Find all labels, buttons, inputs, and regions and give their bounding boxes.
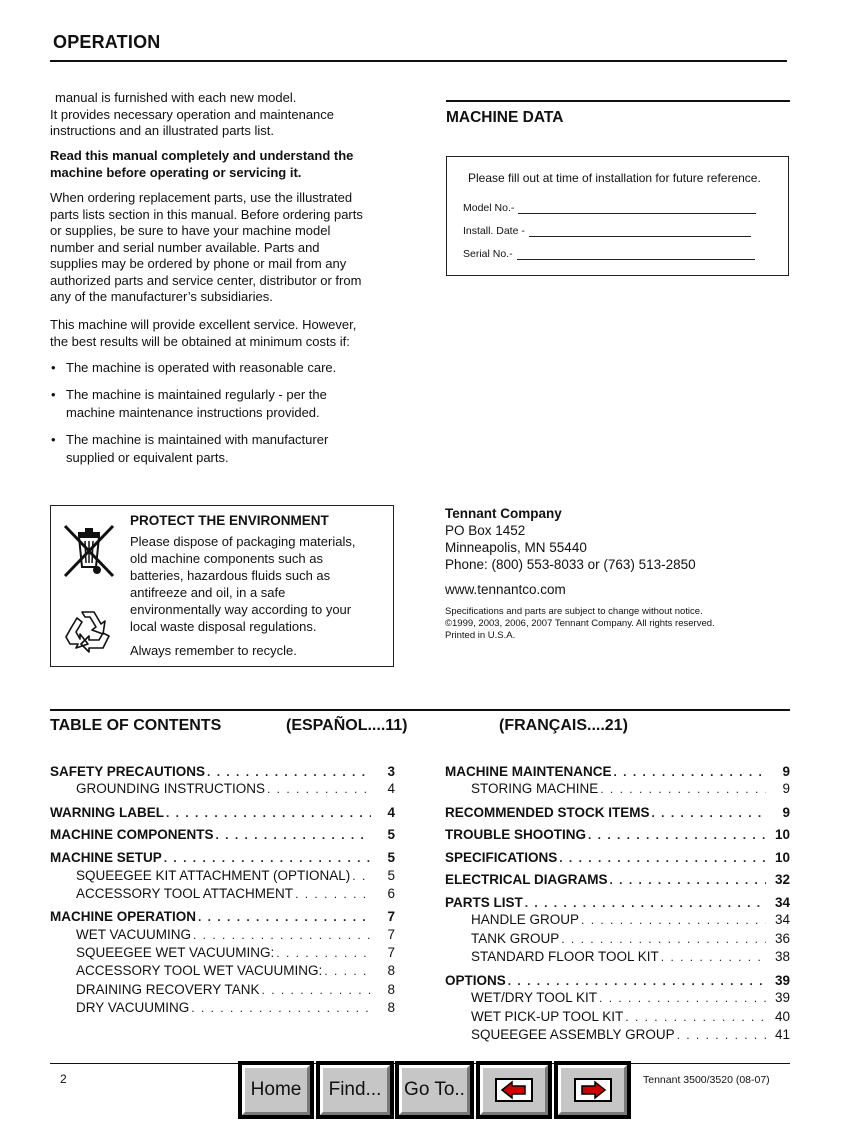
home-button[interactable]: Home — [238, 1061, 314, 1119]
list-item: • The machine is maintained regularly - per the machine maintenance instructions provided. — [50, 386, 390, 422]
toc-entry-page: 40 — [774, 1009, 790, 1024]
toc-entry-page: 5 — [387, 868, 395, 883]
toc-entry-title: MACHINE SETUP — [50, 850, 162, 865]
toc-title: TABLE OF CONTENTS — [50, 717, 222, 734]
toc-leader-dots — [276, 946, 371, 960]
list-item: • The machine is operated with reasonable care. — [50, 359, 390, 377]
toc-entry-page: 7 — [387, 927, 395, 942]
toc-entry-title: ELECTRICAL DIAGRAMS — [445, 872, 608, 887]
toc-entry-page: 3 — [387, 764, 395, 779]
toc-entry[interactable] — [76, 1000, 395, 1015]
legal-notice: Specifications and parts are subject to change without notice. ©1999, 2003, 2006, 2007 Tennant Company. All rights reserved. Printed in U.S.A. — [445, 606, 715, 641]
toc-leader-dots — [559, 851, 766, 865]
toc-entry-title: HANDLE GROUP — [471, 912, 580, 927]
toc-entry-title: STORING MACHINE — [471, 781, 599, 796]
toc-entry-title: WET VACUUMING — [76, 927, 192, 942]
previous-page-button[interactable] — [476, 1061, 552, 1119]
toc-entry-page: 7 — [387, 909, 395, 924]
toc-entry[interactable] — [76, 963, 395, 978]
toc-entry-page: 39 — [774, 990, 790, 1005]
toc-leader-dots — [661, 950, 766, 964]
toc-entry-title: SQUEEGEE KIT ATTACHMENT (OPTIONAL) — [76, 868, 351, 883]
next-page-button[interactable] — [554, 1061, 631, 1119]
toc-entry-page: 5 — [387, 850, 395, 865]
toc-entry-title: DRAINING RECOVERY TANK — [76, 982, 260, 997]
toc-entry-page: 8 — [387, 963, 395, 978]
toc-entry-page: 8 — [387, 982, 395, 997]
toc-entry-title: WET/DRY TOOL KIT — [471, 990, 598, 1005]
toc-entry[interactable] — [445, 827, 790, 842]
toc-entry[interactable] — [445, 764, 790, 779]
toc-entry[interactable] — [50, 764, 395, 779]
serial-no-field[interactable]: Serial No.- — [463, 247, 755, 260]
toc-entry-title: TANK GROUP — [471, 931, 560, 946]
model-no-field[interactable]: Model No.- — [463, 201, 756, 214]
toc-entry[interactable] — [76, 945, 395, 960]
toc-leader-dots — [295, 887, 371, 901]
toc-entry-title: ACCESSORY TOOL WET VACUUMING: — [76, 963, 323, 978]
toc-entry[interactable] — [76, 886, 395, 901]
intro-paragraph-1: manual is furnished with each new model. It provides necessary operation and maintenance instructions and an illustrated parts list. — [50, 90, 335, 138]
toc-leader-dots — [216, 828, 371, 842]
toc-leader-dots — [198, 910, 371, 924]
environment-text: Please dispose of packaging materials, old machine components such as batteries, hazardous fluids such as antifreeze and oil, in a safe environmentally way according to your local waste disposal regulations. — [130, 534, 356, 634]
company-info: Tennant Company PO Box 1452 Minneapolis, MN 55440 Phone: (800) 553-8033 or (763) 513-2850 — [445, 505, 785, 573]
company-name: Tennant Company — [445, 506, 562, 521]
crossed-bin-icon — [61, 522, 117, 580]
toc-leader-dots — [166, 806, 371, 820]
toc-entry-title: PARTS LIST — [445, 895, 523, 910]
toc-entry-title: SQUEEGEE WET VACUUMING: — [76, 945, 275, 960]
toc-leader-dots — [581, 913, 766, 927]
install-date-field[interactable]: Install. Date - — [463, 224, 751, 237]
toc-rule — [50, 709, 790, 711]
toc-entry[interactable] — [76, 781, 395, 796]
toc-entry[interactable] — [471, 781, 790, 796]
conditions-list — [50, 359, 390, 476]
toc-entry-page: 10 — [774, 827, 790, 842]
toc-entry-page: 5 — [387, 827, 395, 842]
toc-entry-page: 4 — [387, 781, 395, 796]
toc-entry-title: MACHINE MAINTENANCE — [445, 764, 612, 779]
toc-entry-title: OPTIONS — [445, 973, 506, 988]
toc-entry-title: ACCESSORY TOOL ATTACHMENT — [76, 886, 294, 901]
toc-entry-page: 9 — [782, 764, 790, 779]
toc-entry-page: 39 — [774, 973, 790, 988]
toc-leader-dots — [625, 1010, 766, 1024]
toc-leader-dots — [164, 851, 371, 865]
toc-leader-dots — [207, 765, 371, 779]
recycle-icon — [63, 606, 113, 654]
read-manual-warning: Read this manual completely and understand the machine before operating or servicing it. — [50, 148, 354, 180]
toc-leader-dots — [267, 782, 371, 796]
toc-entry-title: DRY VACUUMING — [76, 1000, 190, 1015]
header-rule — [50, 60, 787, 62]
toc-entry-page: 41 — [774, 1027, 790, 1042]
page-number: 2 — [60, 1072, 67, 1086]
right-arrow-icon — [574, 1078, 612, 1102]
toc-entry[interactable] — [50, 805, 395, 820]
toc-entry-page: 9 — [782, 781, 790, 796]
form-note: Please fill out at time of installation for future reference. — [468, 171, 761, 185]
list-item: • The machine is maintained with manufacturer supplied or equivalent parts. — [50, 431, 390, 467]
toc-leader-dots — [525, 896, 766, 910]
toc-entry-title: SPECIFICATIONS — [445, 850, 558, 865]
machine-data-title: MACHINE DATA — [446, 109, 564, 126]
toc-entry-title: SQUEEGEE ASSEMBLY GROUP — [471, 1027, 675, 1042]
toc-entry[interactable] — [445, 973, 790, 988]
toc-entry-page: 36 — [774, 931, 790, 946]
toc-entry-title: MACHINE OPERATION — [50, 909, 197, 924]
toc-entry[interactable] — [445, 850, 790, 865]
toc-entry[interactable] — [50, 827, 395, 842]
toc-entry[interactable] — [471, 1009, 790, 1024]
toc-leader-dots — [561, 932, 766, 946]
toc-leader-dots — [588, 828, 766, 842]
toc-entry-title: WARNING LABEL — [50, 805, 164, 820]
goto-button[interactable]: Go To.. — [395, 1061, 474, 1119]
toc-leader-dots — [324, 964, 371, 978]
intro-paragraph-3: This machine will provide excellent service. However, the best results will be obtained at minimum costs if: — [50, 317, 357, 349]
toc-entry[interactable] — [471, 912, 790, 927]
toc-entry-page: 34 — [774, 912, 790, 927]
find-button[interactable]: Find... — [316, 1061, 394, 1119]
toc-entry[interactable] — [471, 931, 790, 946]
toc-leader-dots — [677, 1028, 766, 1042]
toc-entry[interactable] — [50, 909, 395, 924]
toc-leader-dots — [652, 806, 766, 820]
toc-entry[interactable] — [76, 868, 395, 883]
toc-espanol[interactable]: (ESPAÑOL....11) — [286, 717, 408, 734]
toc-leader-dots — [610, 873, 766, 887]
toc-entry[interactable] — [445, 895, 790, 910]
toc-entry[interactable] — [76, 982, 395, 997]
toc-leader-dots — [614, 765, 767, 779]
toc-leader-dots — [262, 983, 371, 997]
toc-leader-dots — [600, 782, 766, 796]
toc-entry-page: 32 — [774, 872, 790, 887]
left-arrow-icon — [495, 1078, 533, 1102]
toc-entry-page: 4 — [387, 805, 395, 820]
toc-entry-title: WET PICK-UP TOOL KIT — [471, 1009, 624, 1024]
machine-data-rule — [446, 100, 790, 102]
toc-entry-page: 34 — [774, 895, 790, 910]
toc-entry[interactable] — [471, 1027, 790, 1042]
toc-entry-title: RECOMMENDED STOCK ITEMS — [445, 805, 650, 820]
toc-entry[interactable] — [76, 927, 395, 942]
company-website[interactable]: www.tennantco.com — [445, 582, 566, 597]
machine-data-form — [446, 156, 789, 276]
toc-entry-page: 10 — [774, 850, 790, 865]
toc-entry[interactable] — [445, 805, 790, 820]
environment-title: PROTECT THE ENVIRONMENT — [130, 513, 329, 528]
toc-leader-dots — [508, 974, 766, 988]
toc-entry-page: 38 — [774, 949, 790, 964]
toc-entry-page: 6 — [387, 886, 395, 901]
toc-entry-title: GROUNDING INSTRUCTIONS — [76, 781, 265, 796]
toc-entry-title: SAFETY PRECAUTIONS — [50, 764, 206, 779]
toc-leader-dots — [191, 1001, 371, 1015]
recycle-reminder: Always remember to recycle. — [130, 643, 297, 658]
toc-entry-title: MACHINE COMPONENTS — [50, 827, 214, 842]
toc-entry-page: 8 — [387, 1000, 395, 1015]
environment-notice — [50, 505, 394, 667]
toc-entry[interactable] — [50, 850, 395, 865]
toc-entry[interactable] — [471, 990, 790, 1005]
toc-leader-dots — [193, 928, 371, 942]
toc-entry[interactable] — [445, 872, 790, 887]
toc-entry-page: 7 — [387, 945, 395, 960]
toc-leader-dots — [352, 869, 371, 883]
toc-leader-dots — [599, 991, 766, 1005]
document-id: Tennant 3500/3520 (08-07) — [643, 1074, 770, 1086]
toc-entry-title: TROUBLE SHOOTING — [445, 827, 586, 842]
intro-paragraph-2: When ordering replacement parts, use the illustrated parts lists section in this manual. Before ordering parts or supplies, be sure to have your machine model number and serial number available. Parts and supplies may be ordered by phone or mail from any authorized parts and service center, distributor or from any of the manufacturer’s subsidiaries. — [50, 190, 363, 304]
toc-entry-page: 9 — [782, 805, 790, 820]
toc-entry-title: STANDARD FLOOR TOOL KIT — [471, 949, 659, 964]
toc-francais[interactable]: (FRANÇAIS....21) — [499, 717, 628, 734]
page-title: OPERATION — [53, 32, 161, 52]
toc-entry[interactable] — [471, 949, 790, 964]
